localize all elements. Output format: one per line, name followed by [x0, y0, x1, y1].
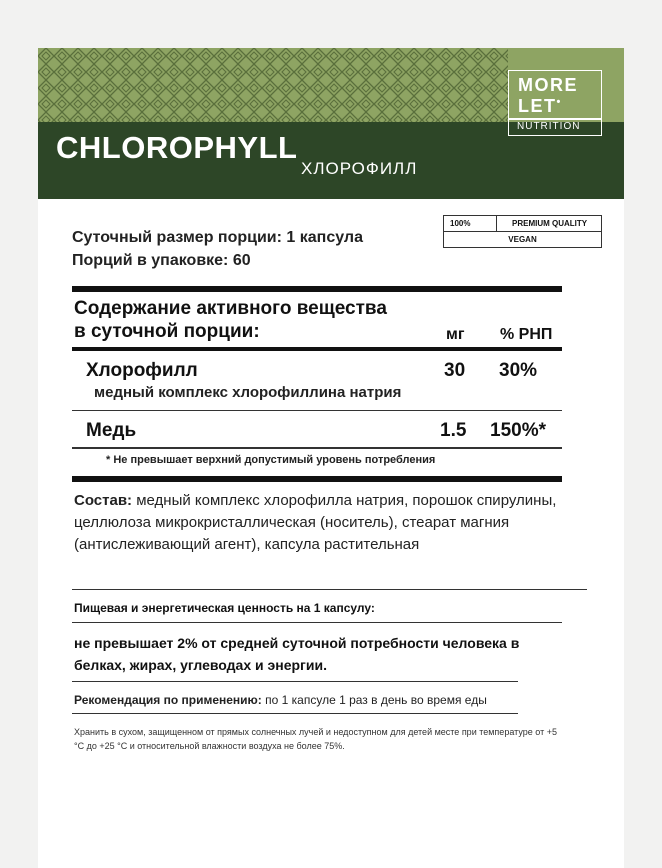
- ingredient-pct: 30%: [499, 360, 538, 381]
- ingredient-name: Медь: [86, 420, 137, 441]
- quality-premium: PREMIUM QUALITY: [512, 219, 588, 228]
- quality-badge: [443, 215, 602, 248]
- quality-divider: [444, 231, 601, 232]
- brand-line-3: NUTRITION: [517, 121, 581, 132]
- composition: [74, 490, 574, 556]
- section-divider: [72, 622, 562, 623]
- table-header-rule: [72, 347, 562, 351]
- table-top-rule: [72, 286, 562, 292]
- recommendation: [74, 693, 487, 707]
- brand-divider: [509, 118, 601, 120]
- recommendation-text: по 1 капсуле 1 раз в день во время еды: [261, 693, 487, 707]
- nutrition-label: Пищевая и энергетическая ценность на 1 капсулу:: [74, 601, 375, 615]
- active-heading-line-2: в суточной порции:: [74, 321, 260, 342]
- recommendation-label: Рекомендация по применению:: [74, 693, 262, 707]
- composition-text: медный комплекс хлорофилла натрия, порошок спирулины, целлюлоза микрокристаллическая (носитель), стеарат магния (антислеживающий агент), капсула растительная: [74, 492, 557, 553]
- storage-instructions: Хранить в сухом, защищенном от прямых солнечных лучей и недоступном для детей месте при температуре от +5 °С до +25 °С и относительной влажности воздуха не более 75%.: [74, 727, 557, 751]
- quality-divider: [496, 216, 497, 231]
- servings-per-pack: Порций в упаковке: 60: [72, 252, 251, 269]
- brand-line-2: LET•: [518, 96, 562, 116]
- column-header-mg: мг: [446, 326, 465, 343]
- quality-vegan: VEGAN: [508, 235, 537, 244]
- ingredient-pct: 150%*: [490, 420, 546, 441]
- serving-size: Суточный размер порции: 1 капсула: [72, 229, 363, 246]
- composition-label: Состав:: [74, 492, 133, 509]
- brand-line-1: MORE: [518, 75, 578, 95]
- column-header-rnp: % РНП: [500, 326, 553, 343]
- footnote: * Не превышает верхний допустимый уровень потребления: [106, 454, 436, 466]
- ingredient-detail: медный комплекс хлорофиллина натрия: [94, 384, 402, 401]
- section-divider: [72, 681, 518, 682]
- section-divider: [72, 713, 518, 714]
- active-heading-line-1: Содержание активного вещества: [74, 298, 387, 319]
- ingredient-mg: 1.5: [440, 420, 467, 441]
- row-divider: [72, 447, 562, 449]
- product-title: CHLOROPHYLL: [56, 130, 298, 165]
- ingredient-name: Хлорофилл: [86, 360, 198, 381]
- row-divider: [72, 410, 562, 411]
- product-subtitle: ХЛОРОФИЛЛ: [301, 159, 418, 178]
- section-divider: [72, 589, 587, 590]
- ingredient-mg: 30: [444, 360, 466, 381]
- quality-percent: 100%: [450, 219, 471, 228]
- nutrition-text: не превышает 2% от средней суточной потребности человека в белках, жирах, углеводах и энергии.: [74, 635, 520, 673]
- brand-logo: [508, 70, 602, 136]
- table-bottom-rule: [72, 476, 562, 482]
